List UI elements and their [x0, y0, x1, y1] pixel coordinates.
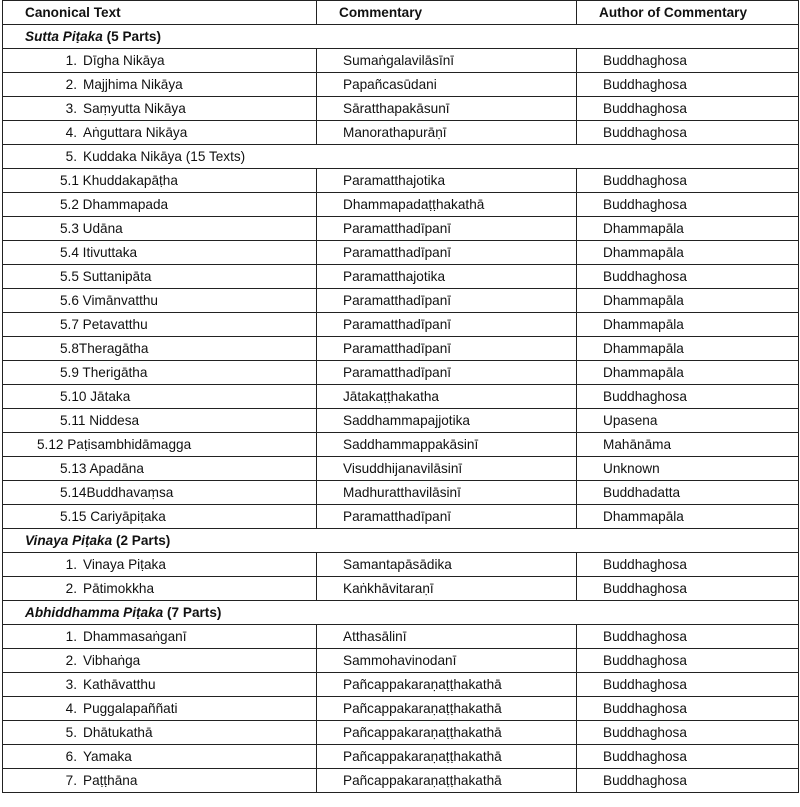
item-number: 2.: [65, 76, 77, 92]
author-cell: [577, 145, 799, 169]
table-row: [3, 505, 799, 529]
author-cell: Mahānāma: [577, 433, 799, 457]
commentary-cell: [317, 145, 577, 169]
author-cell: Dhammapāla: [577, 217, 799, 241]
table-row: [3, 625, 799, 649]
table-row: [3, 481, 799, 505]
commentary-cell: Pañcappakaraṇaṭṭhakathā: [317, 769, 577, 793]
table-row: [3, 49, 799, 73]
section-name: Abhiddhamma Piṭaka: [25, 604, 164, 620]
table-row: [3, 433, 799, 457]
author-cell: Buddhaghosa: [577, 721, 799, 745]
commentary-cell: Paramatthajotika: [317, 265, 577, 289]
canonical-text: 5.8Theragātha: [60, 340, 149, 356]
commentary-cell: Pañcappakaraṇaṭṭhakathā: [317, 745, 577, 769]
commentary-cell: Manorathapurāṇī: [317, 121, 577, 145]
item-number: 5.: [65, 148, 77, 164]
item-number: 4.: [65, 700, 77, 716]
table-row: [3, 361, 799, 385]
canonical-text: Majjhima Nikāya: [83, 76, 183, 92]
commentary-cell: Atthasālinī: [317, 625, 577, 649]
canonical-cell: [3, 745, 317, 769]
canonical-text: 5.4 Itivuttaka: [60, 244, 138, 260]
commentary-cell: Paramatthadīpanī: [317, 337, 577, 361]
author-cell: Buddhaghosa: [577, 169, 799, 193]
canonical-text: Dhammasaṅganī: [83, 628, 187, 644]
canonical-text: 5.1 Khuddakapāṭha: [60, 172, 178, 188]
canonical-cell: [3, 265, 317, 289]
commentary-cell: Jātakaṭṭhakatha: [317, 385, 577, 409]
commentary-cell: Paramatthadīpanī: [317, 289, 577, 313]
table-row: [3, 289, 799, 313]
canonical-text: Puggalapaññati: [83, 700, 178, 716]
canonical-text: 5.14Buddhavaṃsa: [60, 484, 174, 500]
canonical-text: 5.5 Suttanipāta: [60, 268, 152, 284]
section-row: [3, 529, 799, 553]
canonical-cell: [3, 121, 317, 145]
author-cell: Buddhaghosa: [577, 73, 799, 97]
table-row: [3, 97, 799, 121]
author-cell: Upasena: [577, 409, 799, 433]
canonical-cell: [3, 409, 317, 433]
canonical-cell: [3, 433, 317, 457]
canonical-text: Yamaka: [83, 748, 132, 764]
item-number: 5.: [65, 724, 77, 740]
commentary-cell: Saddhammappakāsinī: [317, 433, 577, 457]
table-row: [3, 265, 799, 289]
canonical-text: Pātimokkha: [83, 580, 155, 596]
canonical-text: 5.2 Dhammapada: [60, 196, 169, 212]
commentary-cell: Paramatthadīpanī: [317, 313, 577, 337]
canonical-cell: [3, 241, 317, 265]
commentary-cell: Sammohavinodanī: [317, 649, 577, 673]
item-number: 7.: [65, 772, 77, 788]
section-title: [3, 601, 799, 625]
canonical-cell: [3, 145, 317, 169]
author-cell: Dhammapāla: [577, 337, 799, 361]
canonical-text: 5.7 Petavatthu: [60, 316, 148, 332]
table-row: [3, 409, 799, 433]
commentary-cell: Samantapāsādika: [317, 553, 577, 577]
table-row: [3, 217, 799, 241]
author-cell: Buddhaghosa: [577, 49, 799, 73]
section-title: [3, 25, 799, 49]
canonical-text: 5.12 Paṭisambhidāmagga: [37, 436, 192, 452]
table-row: [3, 745, 799, 769]
author-cell: Unknown: [577, 457, 799, 481]
commentary-cell: Dhammapadaṭṭhakathā: [317, 193, 577, 217]
canonical-cell: [3, 673, 317, 697]
section-count: (7 Parts): [167, 604, 222, 620]
commentary-cell: Sumaṅgalavilāsīnī: [317, 49, 577, 73]
author-cell: Buddhadatta: [577, 481, 799, 505]
canonical-cell: [3, 169, 317, 193]
author-cell: Buddhaghosa: [577, 745, 799, 769]
table-row: [3, 121, 799, 145]
table-row: [3, 649, 799, 673]
table-row: [3, 457, 799, 481]
table-row: [3, 337, 799, 361]
canonical-text: 5.10 Jātaka: [60, 388, 131, 404]
canonical-cell: [3, 217, 317, 241]
author-cell: Buddhaghosa: [577, 625, 799, 649]
canonical-cell: [3, 361, 317, 385]
canonical-cell: [3, 505, 317, 529]
commentary-cell: Saddhammapajjotika: [317, 409, 577, 433]
canonical-cell: [3, 49, 317, 73]
canonical-text: 5.6 Vimānvatthu: [60, 292, 158, 308]
canonical-cell: [3, 457, 317, 481]
item-number: 1.: [65, 52, 77, 68]
canonical-text: Dhātukathā: [83, 724, 153, 740]
item-number: 1.: [65, 628, 77, 644]
table-row: [3, 553, 799, 577]
canonical-text: 5.15 Cariyāpiṭaka: [60, 508, 166, 524]
author-cell: Buddhaghosa: [577, 577, 799, 601]
item-number: 3.: [65, 100, 77, 116]
canonical-text: Kuddaka Nikāya (15 Texts): [83, 148, 246, 164]
item-number: 6.: [65, 748, 77, 764]
author-cell: Buddhaghosa: [577, 385, 799, 409]
canonical-cell: [3, 481, 317, 505]
item-number: 3.: [65, 676, 77, 692]
table-row: [3, 721, 799, 745]
canonical-cell: [3, 769, 317, 793]
commentary-table: [2, 0, 799, 793]
table-row: [3, 241, 799, 265]
commentary-cell: Sāratthapakāsunī: [317, 97, 577, 121]
author-cell: Dhammapāla: [577, 361, 799, 385]
item-number: 1.: [65, 556, 77, 572]
canonical-text: Vinaya Piṭaka: [83, 556, 166, 572]
commentary-cell: Papañcasūdani: [317, 73, 577, 97]
commentary-cell: Paramatthajotika: [317, 169, 577, 193]
canonical-text: 5.13 Apadāna: [60, 460, 144, 476]
commentary-cell: Paramatthadīpanī: [317, 505, 577, 529]
section-name: Vinaya Piṭaka: [25, 532, 113, 548]
canonical-cell: [3, 553, 317, 577]
canonical-text: Kathāvatthu: [83, 676, 156, 692]
table-row: [3, 193, 799, 217]
header-row: [3, 1, 799, 25]
table-row: [3, 673, 799, 697]
author-cell: Buddhaghosa: [577, 697, 799, 721]
item-number: 2.: [65, 652, 77, 668]
section-title: [3, 529, 799, 553]
header-author: Author of Commentary: [577, 1, 799, 25]
table-row: [3, 577, 799, 601]
section-count: (2 Parts): [115, 532, 171, 548]
commentary-cell: Pañcappakaraṇaṭṭhakathā: [317, 721, 577, 745]
author-cell: Buddhaghosa: [577, 265, 799, 289]
author-cell: Buddhaghosa: [577, 769, 799, 793]
author-cell: Buddhaghosa: [577, 97, 799, 121]
canonical-cell: [3, 625, 317, 649]
table-row: [3, 697, 799, 721]
canonical-text: 5.3 Udāna: [60, 220, 123, 236]
author-cell: Dhammapāla: [577, 289, 799, 313]
author-cell: Buddhaghosa: [577, 673, 799, 697]
table-row: [3, 145, 799, 169]
author-cell: Buddhaghosa: [577, 553, 799, 577]
commentary-cell: Paramatthadīpanī: [317, 241, 577, 265]
canonical-cell: [3, 97, 317, 121]
table-body: [3, 25, 799, 793]
item-number: 2.: [65, 580, 77, 596]
section-row: [3, 601, 799, 625]
commentary-cell: Madhuratthavilāsinī: [317, 481, 577, 505]
canonical-cell: [3, 721, 317, 745]
commentary-cell: Pañcappakaraṇaṭṭhakathā: [317, 697, 577, 721]
table-row: [3, 313, 799, 337]
canonical-cell: [3, 73, 317, 97]
commentary-cell: Visuddhijanavilāsinī: [317, 457, 577, 481]
canonical-cell: [3, 337, 317, 361]
canonical-text: Vibhaṅga: [83, 652, 141, 668]
canonical-cell: [3, 193, 317, 217]
item-number: 4.: [65, 124, 77, 140]
canonical-text: Dīgha Nikāya: [83, 52, 165, 68]
commentary-cell: Pañcappakaraṇaṭṭhakathā: [317, 673, 577, 697]
header-canonical: Canonical Text: [3, 1, 317, 25]
table-row: [3, 769, 799, 793]
author-cell: Dhammapāla: [577, 313, 799, 337]
section-name: Sutta Piṭaka: [25, 28, 103, 44]
commentary-cell: Paramatthadīpanī: [317, 217, 577, 241]
canonical-cell: [3, 289, 317, 313]
canonical-cell: [3, 313, 317, 337]
commentary-cell: Paramatthadīpanī: [317, 361, 577, 385]
author-cell: Dhammapāla: [577, 505, 799, 529]
author-cell: Dhammapāla: [577, 241, 799, 265]
canonical-text: Paṭṭhāna: [83, 772, 138, 788]
canonical-text: Saṃyutta Nikāya: [83, 100, 186, 116]
table-row: [3, 73, 799, 97]
canonical-text: Aṅguttara Nikāya: [83, 124, 188, 140]
header-commentary: Commentary: [317, 1, 577, 25]
table-row: [3, 385, 799, 409]
commentary-cell: Kaṅkhāvitaraṇī: [317, 577, 577, 601]
section-row: [3, 25, 799, 49]
section-count: (5 Parts): [106, 28, 161, 44]
author-cell: Buddhaghosa: [577, 649, 799, 673]
canonical-cell: [3, 697, 317, 721]
author-cell: Buddhaghosa: [577, 121, 799, 145]
canonical-cell: [3, 385, 317, 409]
canonical-cell: [3, 577, 317, 601]
table-row: [3, 169, 799, 193]
canonical-text: 5.11 Niddesa: [60, 412, 140, 428]
canonical-text: 5.9 Therigātha: [60, 364, 148, 380]
author-cell: Buddhaghosa: [577, 193, 799, 217]
canonical-cell: [3, 649, 317, 673]
